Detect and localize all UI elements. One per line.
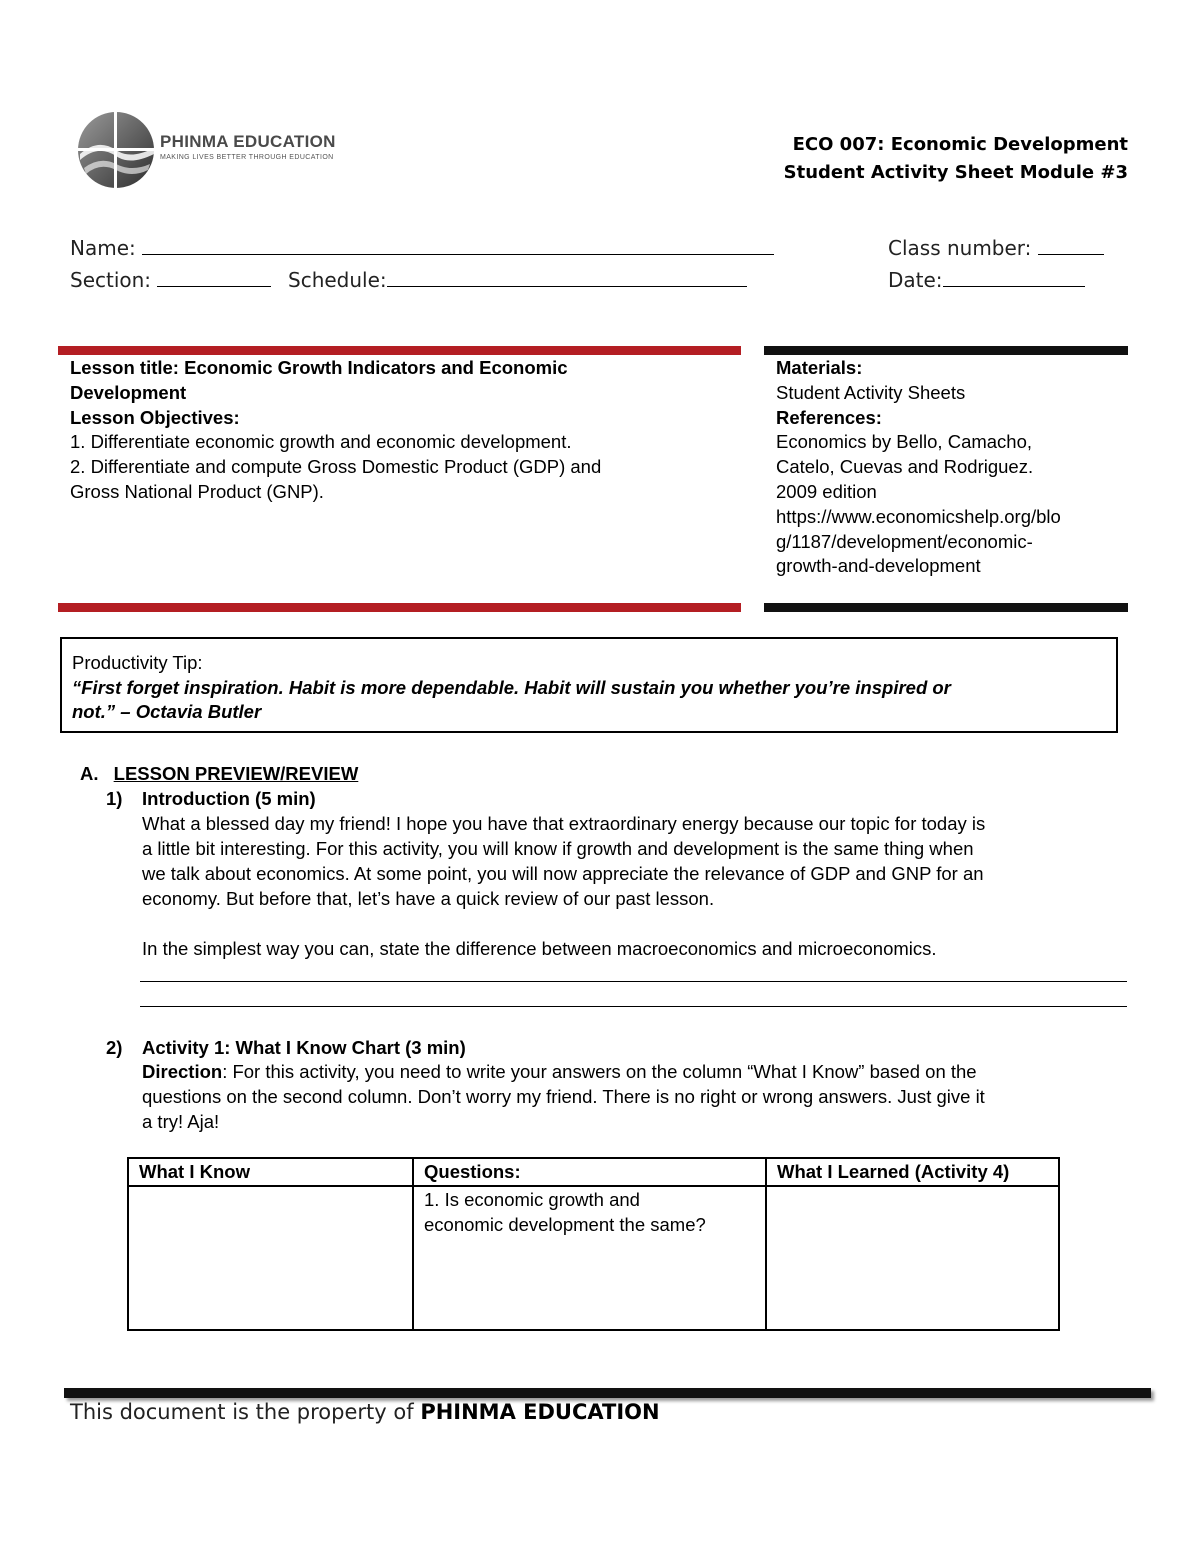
section-field[interactable] bbox=[70, 268, 271, 292]
question-cell bbox=[413, 1186, 766, 1330]
materials-panel bbox=[776, 356, 1121, 579]
tip-quote-line1: “First forget inspiration. Habit is more dependable. Habit will sustain you whether you’re inspired or bbox=[72, 676, 951, 698]
section-title: LESSON PREVIEW/REVIEW bbox=[113, 763, 359, 784]
date-line[interactable] bbox=[943, 270, 1085, 287]
logo-name: PHINMA EDUCATION bbox=[160, 132, 336, 151]
direction-paragraph bbox=[142, 1059, 1132, 1134]
productivity-tip-box bbox=[60, 637, 1118, 733]
lesson-details bbox=[70, 356, 730, 505]
reference-url: growth-and-development bbox=[776, 555, 981, 577]
sheet-title: Student Activity Sheet Module #3 bbox=[783, 162, 1128, 183]
phinma-globe-icon bbox=[70, 108, 160, 194]
class-number-field[interactable] bbox=[888, 236, 1104, 260]
item-1-number: 1) bbox=[106, 788, 123, 809]
header-what-i-learned: What I Learned (Activity 4) bbox=[766, 1158, 1059, 1186]
lesson-title-label: Lesson title: bbox=[70, 357, 179, 378]
item-1-title: Introduction (5 min) bbox=[142, 788, 316, 809]
reference-line: Catelo, Cuevas and Rodriguez. bbox=[776, 456, 1034, 478]
intro-line: a little bit interesting. For this activity, you will know if growth and development is the same thing when bbox=[142, 838, 974, 859]
question-line: 1. Is economic growth and bbox=[424, 1189, 640, 1210]
date-label: Date: bbox=[888, 268, 943, 292]
lesson-title-line1: Economic Growth Indicators and Economic bbox=[184, 357, 568, 378]
tip-label: Productivity Tip: bbox=[72, 652, 203, 673]
references-label: References: bbox=[776, 406, 882, 428]
logo-tagline: MAKING LIVES BETTER THROUGH EDUCATION bbox=[160, 154, 334, 161]
objective-1: 1. Differentiate economic growth and economic development. bbox=[70, 431, 572, 453]
objectives-label: Lesson Objectives: bbox=[70, 406, 240, 428]
reference-line: Economics by Bello, Camacho, bbox=[776, 431, 1033, 453]
direction-line: a try! Aja! bbox=[142, 1111, 220, 1132]
materials-value: Student Activity Sheets bbox=[776, 381, 966, 403]
direction-line: questions on the second column. Don’t worry my friend. There is no right or wrong answers. Just give it bbox=[142, 1086, 985, 1107]
item-2-number: 2) bbox=[106, 1037, 123, 1058]
intro-paragraph bbox=[142, 811, 1132, 911]
direction-text: : For this activity, you need to write your answers on the column “What I Know” based on the bbox=[222, 1061, 977, 1082]
course-header bbox=[784, 131, 1128, 187]
section-a-heading bbox=[80, 761, 358, 786]
footer-prefix: This document is the property of bbox=[70, 1400, 414, 1424]
intro-line: economy. But before that, let’s have a quick review of our past lesson. bbox=[142, 888, 715, 909]
footer-text bbox=[70, 1400, 660, 1424]
direction-line bbox=[142, 1059, 1132, 1084]
lesson-title-line2: Development bbox=[70, 381, 187, 403]
answer-line-2[interactable] bbox=[140, 1006, 1127, 1007]
footer-owner: PHINMA EDUCATION bbox=[420, 1400, 660, 1424]
section-label: Section: bbox=[70, 268, 152, 292]
header-questions: Questions: bbox=[413, 1158, 766, 1186]
intro-line: we talk about economics. At some point, you will now appreciate the relevance of GDP and GNP for an bbox=[142, 863, 984, 884]
section-line[interactable] bbox=[157, 270, 271, 287]
schedule-field[interactable] bbox=[288, 268, 747, 292]
objective-2-cont: Gross National Product (GNP). bbox=[70, 480, 324, 502]
reference-line: 2009 edition bbox=[776, 480, 877, 502]
section-letter: A. bbox=[80, 763, 99, 784]
review-question: In the simplest way you can, state the difference between macroeconomics and microeconomics. bbox=[142, 938, 937, 959]
name-line[interactable] bbox=[142, 238, 774, 255]
chart-row bbox=[128, 1186, 1059, 1330]
footer-bar bbox=[64, 1388, 1151, 1398]
class-number-label: Class number: bbox=[888, 236, 1032, 260]
name-field[interactable] bbox=[70, 236, 774, 260]
lesson-title bbox=[70, 356, 730, 381]
course-title: ECO 007: Economic Development bbox=[792, 134, 1128, 155]
direction-label: Direction bbox=[142, 1061, 223, 1082]
reference-url: g/1187/development/economic- bbox=[776, 530, 1033, 552]
class-number-line[interactable] bbox=[1038, 238, 1104, 255]
what-i-learned-cell[interactable] bbox=[766, 1186, 1059, 1330]
materials-label: Materials: bbox=[776, 357, 863, 378]
lesson-bottom-bar bbox=[58, 603, 741, 612]
question-line: economic development the same? bbox=[424, 1214, 706, 1235]
materials-top-bar bbox=[764, 346, 1128, 355]
objective-2: 2. Differentiate and compute Gross Domestic Product (GDP) and bbox=[70, 456, 602, 478]
schedule-label: Schedule: bbox=[288, 268, 387, 292]
chart-header-row bbox=[128, 1158, 1059, 1186]
lesson-top-bar bbox=[58, 346, 741, 355]
header-what-i-know: What I Know bbox=[128, 1158, 413, 1186]
intro-line: What a blessed day my friend! I hope you have that extraordinary energy because our topic for today is bbox=[142, 813, 986, 834]
tip-quote-line2: not.” – Octavia Butler bbox=[72, 701, 262, 722]
answer-line-1[interactable] bbox=[140, 981, 1127, 982]
reference-url: https://www.economicshelp.org/blo bbox=[776, 505, 1061, 527]
schedule-line[interactable] bbox=[387, 270, 747, 287]
date-field[interactable] bbox=[888, 268, 1085, 292]
what-i-know-chart bbox=[127, 1157, 1060, 1331]
what-i-know-cell[interactable] bbox=[128, 1186, 413, 1330]
materials-bottom-bar bbox=[764, 603, 1128, 612]
item-2-title: Activity 1: What I Know Chart (3 min) bbox=[142, 1037, 466, 1058]
name-label: Name: bbox=[70, 236, 136, 260]
